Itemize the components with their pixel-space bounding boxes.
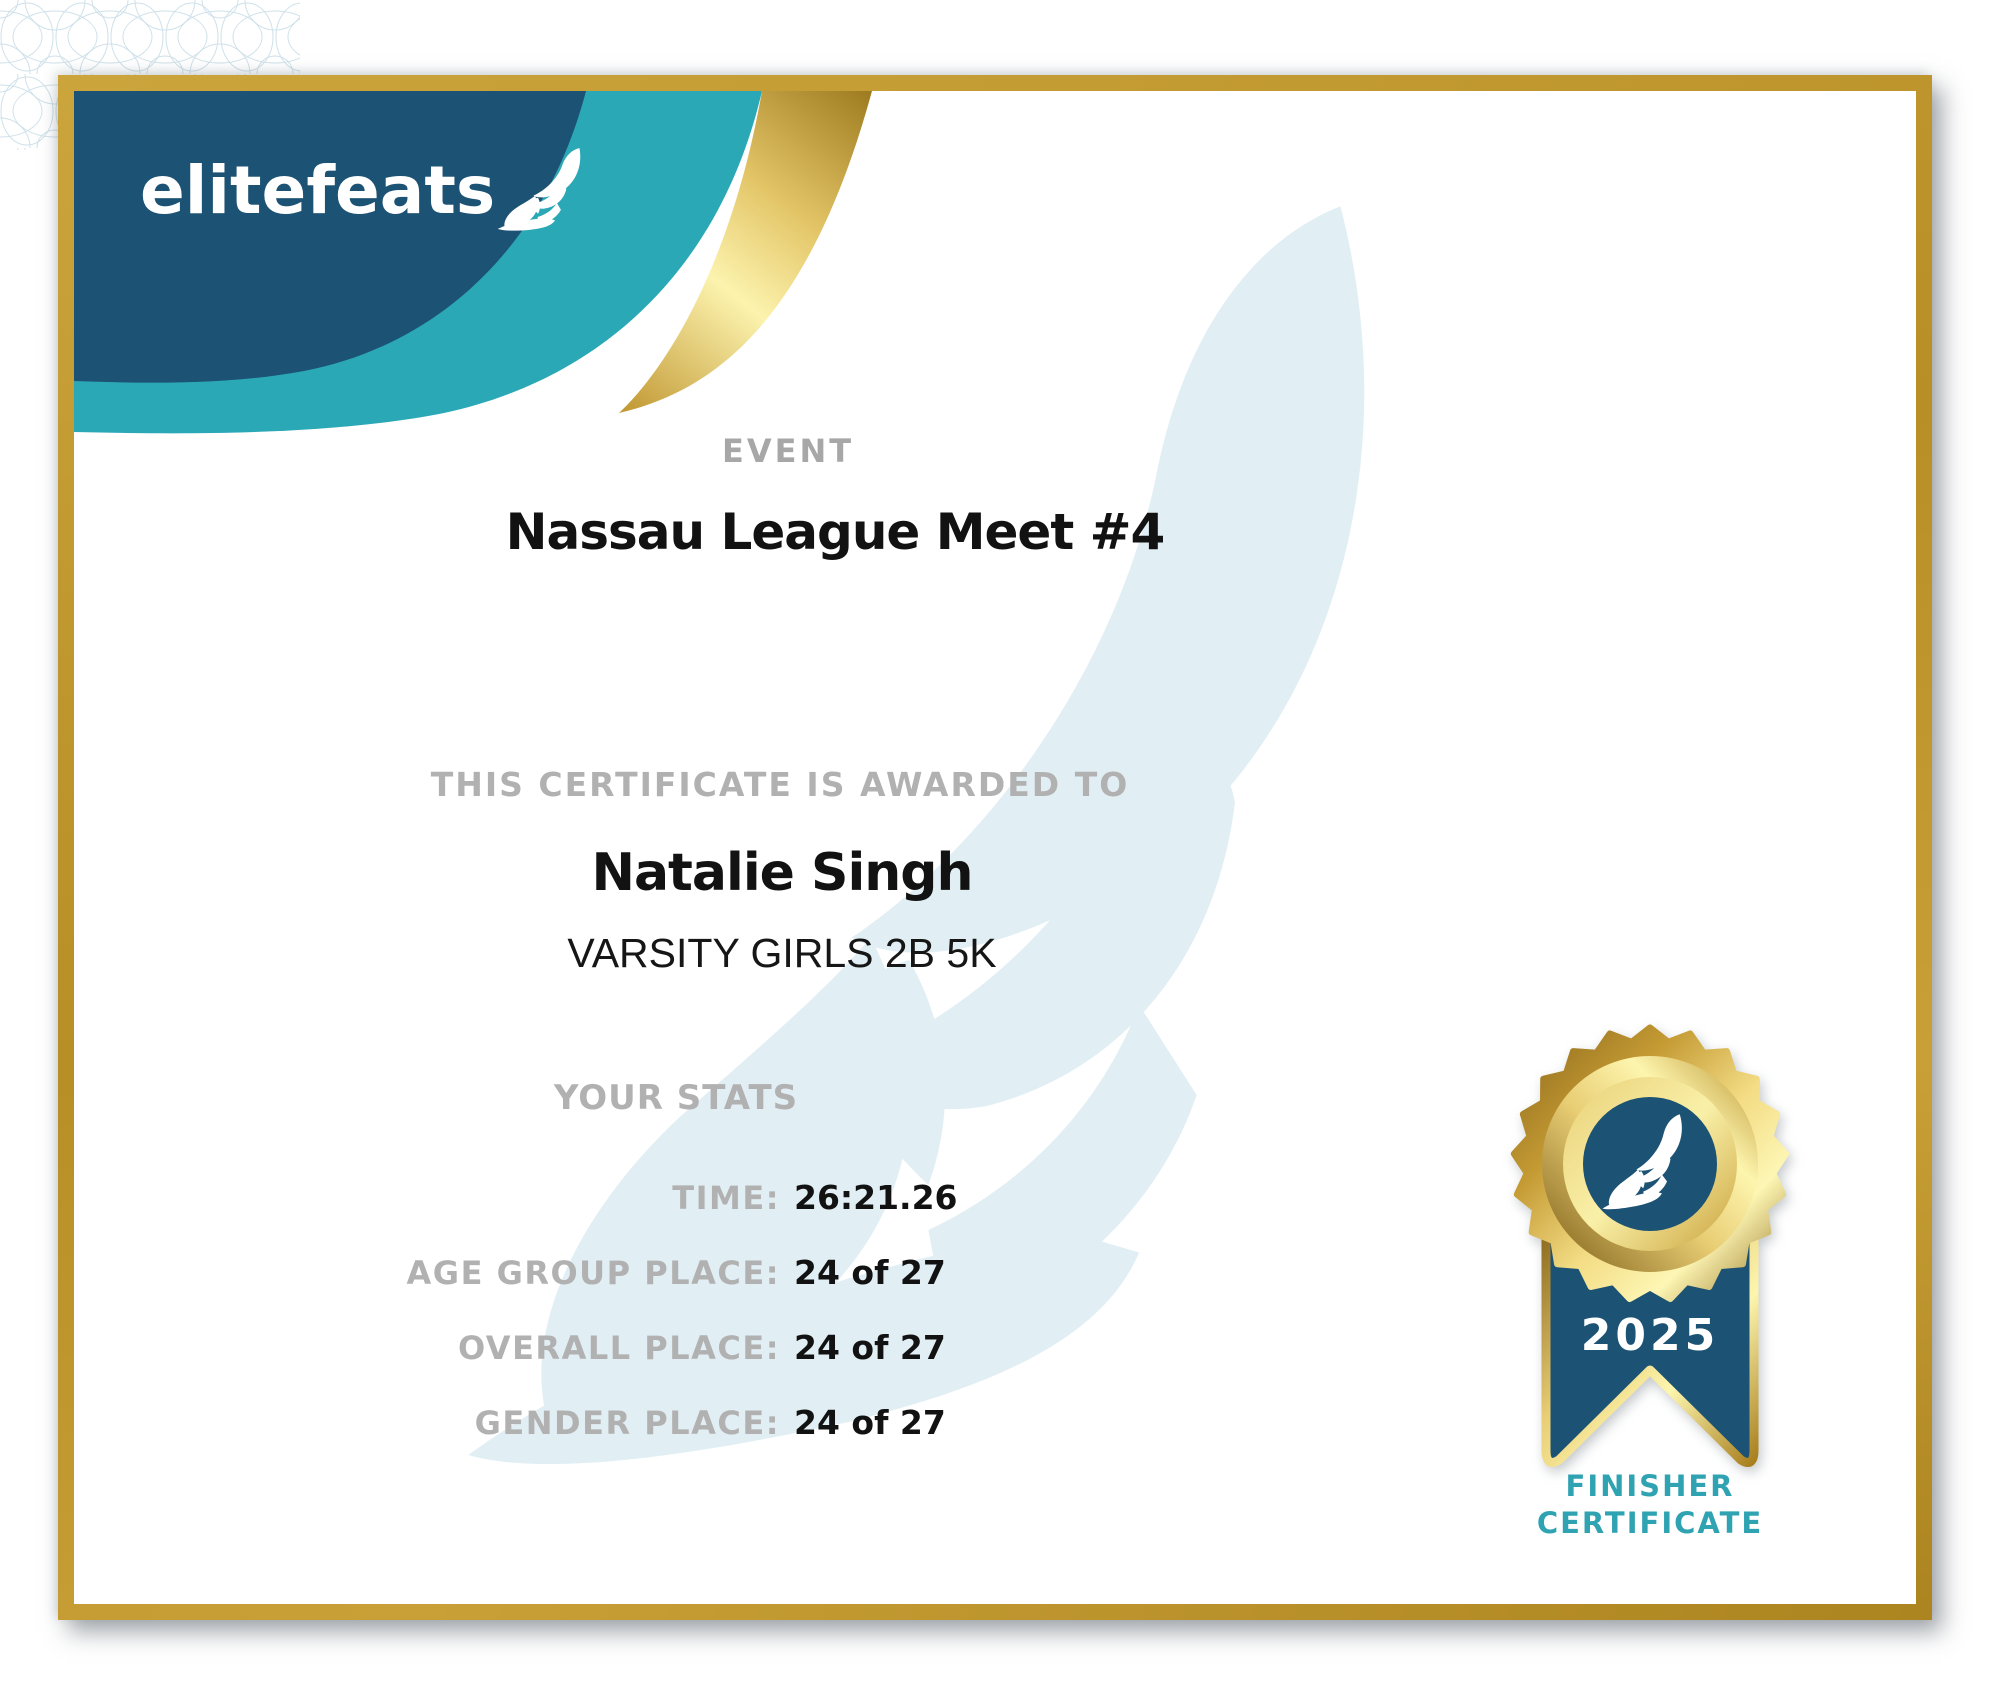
stat-value-age-group-place: 24 of 27 xyxy=(794,1253,946,1292)
event-name: Nassau League Meet #4 xyxy=(505,503,1165,561)
caption-line-finisher: FINISHER xyxy=(1565,1469,1735,1503)
brand-logo xyxy=(140,130,595,248)
stat-value-gender-place: 24 of 27 xyxy=(794,1403,946,1442)
stats-list xyxy=(260,1176,1224,1445)
stat-label-gender-place: GENDER PLACE : xyxy=(260,1401,780,1445)
brand-logo-text: elitefeats xyxy=(140,152,496,229)
race-division: VARSITY GIRLS 2B 5K xyxy=(567,930,997,976)
stat-value-time: 26:21.26 xyxy=(794,1178,958,1217)
finisher-medal-badge xyxy=(1495,998,1805,1488)
stats-title: YOUR STATS xyxy=(553,1078,799,1118)
stat-label-time: TIME : xyxy=(260,1176,780,1220)
stat-value-overall-place: 24 of 27 xyxy=(794,1328,946,1367)
event-label: EVENT xyxy=(721,432,855,470)
caption-line-certificate: CERTIFICATE xyxy=(1536,1506,1764,1540)
medal-year-text: 2025 xyxy=(1580,1310,1720,1361)
winged-foot-icon xyxy=(493,125,601,252)
awarded-to-label: THIS CERTIFICATE IS AWARDED TO xyxy=(430,765,1130,804)
awardee-name: Natalie Singh xyxy=(591,843,973,903)
finisher-certificate-caption xyxy=(1500,1468,1800,1542)
stat-label-age-group-place: AGE GROUP PLACE : xyxy=(260,1251,780,1295)
stat-label-overall-place: OVERALL PLACE : xyxy=(260,1326,780,1370)
